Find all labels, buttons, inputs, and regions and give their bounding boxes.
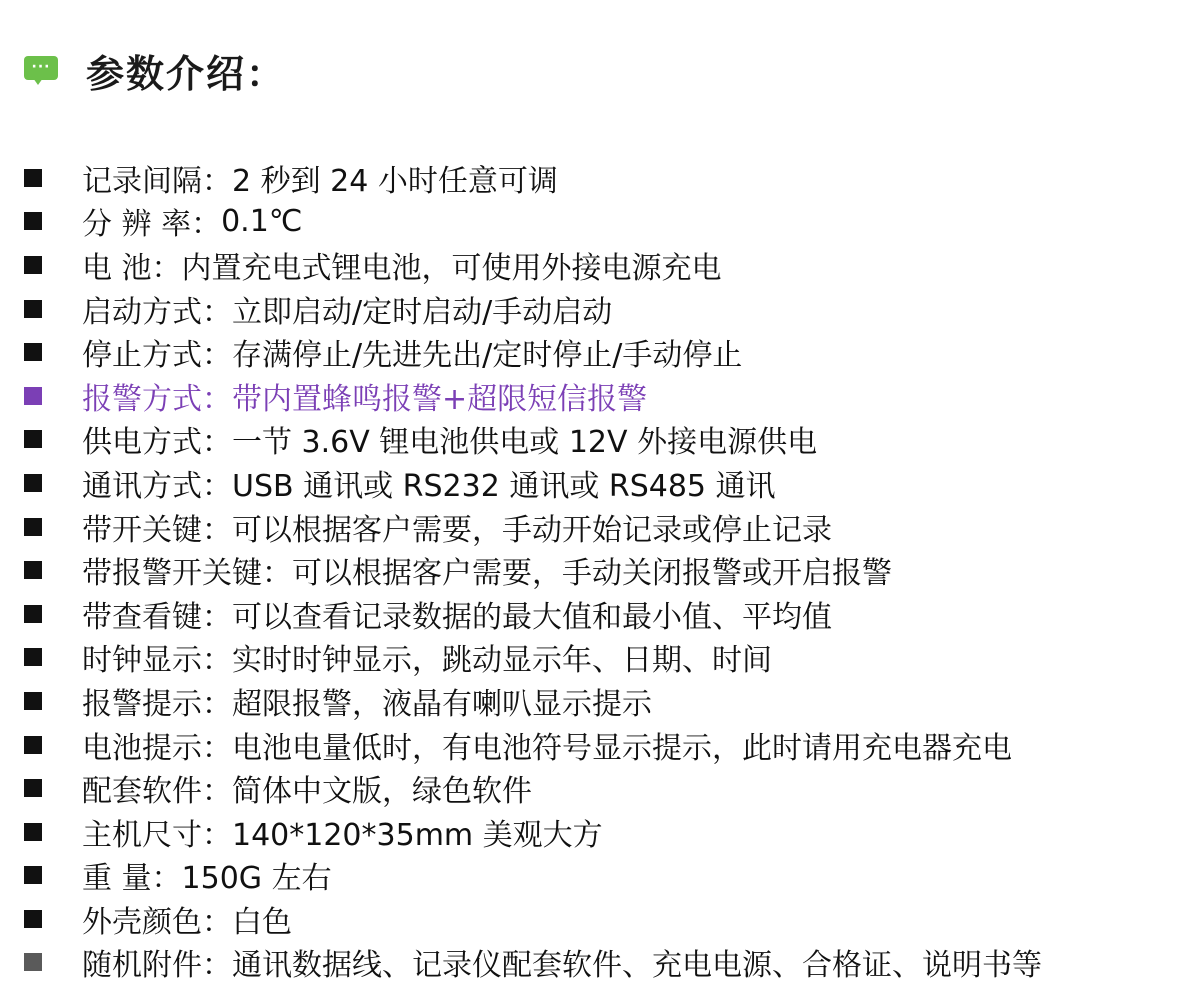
spec-label: 启动方式： <box>82 294 232 330</box>
square-bullet-icon <box>24 300 42 318</box>
spec-item-resolution <box>24 200 1042 244</box>
square-bullet-icon <box>24 779 42 797</box>
spec-item-power-supply <box>24 418 1042 462</box>
spec-value: 一节 3.6V 锂电池供电或 12V 外接电源供电 <box>232 425 818 461</box>
square-bullet-icon <box>24 648 42 666</box>
spec-label: 随机附件： <box>82 948 232 984</box>
spec-value: 带内置蜂鸣报警+超限短信报警 <box>232 381 648 417</box>
spec-item-view-key <box>24 592 1042 636</box>
spec-value: 可以根据客户需要，手动开始记录或停止记录 <box>232 512 832 548</box>
spec-item-stop-mode <box>24 330 1042 374</box>
spec-list <box>24 156 1042 984</box>
spec-value: 立即启动/定时启动/手动启动 <box>232 294 613 330</box>
spec-label: 供电方式： <box>82 425 232 461</box>
spec-value: 简体中文版，绿色软件 <box>232 774 532 810</box>
spec-item-communication <box>24 461 1042 505</box>
square-bullet-icon <box>24 823 42 841</box>
square-bullet-icon <box>24 474 42 492</box>
spec-value: 存满停止/先进先出/定时停止/手动停止 <box>232 338 743 374</box>
square-bullet-icon <box>24 866 42 884</box>
square-bullet-icon <box>24 736 42 754</box>
spec-label: 记录间隔： <box>82 163 232 199</box>
square-bullet-icon <box>24 343 42 361</box>
spec-value: 2 秒到 24 小时任意可调 <box>232 163 558 199</box>
spec-value: 可以根据客户需要，手动关闭报警或开启报警 <box>292 556 892 592</box>
spec-item-record-interval <box>24 156 1042 200</box>
spec-label: 报警方式： <box>82 381 232 417</box>
square-bullet-icon <box>24 256 42 274</box>
spec-item-shell-color <box>24 897 1042 941</box>
spec-value: 实时时钟显示，跳动显示年、日期、时间 <box>232 643 772 679</box>
page-title: 参数介绍： <box>86 51 287 96</box>
spec-item-software <box>24 766 1042 810</box>
spec-item-clock-display <box>24 636 1042 680</box>
spec-value: USB 通讯或 RS232 通讯或 RS485 通讯 <box>232 468 776 504</box>
spec-value: 超限报警，液晶有喇叭显示提示 <box>232 686 652 722</box>
square-bullet-icon <box>24 212 42 230</box>
spec-label: 停止方式： <box>82 338 232 374</box>
spec-label: 时钟显示： <box>82 643 232 679</box>
spec-label: 带开关键： <box>82 512 232 548</box>
spec-item-dimensions <box>24 810 1042 854</box>
spec-value: 150G 左右 <box>181 861 332 897</box>
square-bullet-icon <box>24 561 42 579</box>
spec-item-alarm-mode <box>24 374 1042 418</box>
spec-value: 140*120*35mm 美观大方 <box>232 817 603 853</box>
spec-item-accessories <box>24 941 1042 985</box>
spec-item-alarm-prompt <box>24 679 1042 723</box>
spec-item-battery <box>24 243 1042 287</box>
spec-label: 电池提示： <box>82 730 232 766</box>
square-bullet-icon <box>24 605 42 623</box>
square-bullet-icon <box>24 692 42 710</box>
spec-item-alarm-switch-key <box>24 548 1042 592</box>
square-bullet-icon <box>24 169 42 187</box>
spec-item-switch-key <box>24 505 1042 549</box>
spec-item-start-mode <box>24 287 1042 331</box>
spec-label: 报警提示： <box>82 686 232 722</box>
square-bullet-icon <box>24 910 42 928</box>
spec-label: 带查看键： <box>82 599 232 635</box>
spec-item-weight <box>24 854 1042 898</box>
spec-label: 电 池： <box>82 250 182 286</box>
chat-bubble-icon: ··· <box>24 56 58 84</box>
spec-value: 通讯数据线、记录仪配套软件、充电电源、合格证、说明书等 <box>232 948 1042 984</box>
square-bullet-icon <box>24 953 42 971</box>
spec-value: 0.1℃ <box>221 203 303 239</box>
spec-value: 白色 <box>232 904 292 940</box>
spec-label: 通讯方式： <box>82 468 232 504</box>
section-header <box>24 40 286 100</box>
spec-value: 内置充电式锂电池，可使用外接电源充电 <box>181 250 722 286</box>
square-bullet-icon <box>24 430 42 448</box>
spec-value: 可以查看记录数据的最大值和最小值、平均值 <box>232 599 832 635</box>
spec-label: 主机尺寸： <box>82 817 232 853</box>
spec-label: 外壳颜色： <box>82 904 232 940</box>
spec-label: 分 辨 率： <box>82 207 222 243</box>
spec-value: 电池电量低时，有电池符号显示提示，此时请用充电器充电 <box>232 730 1012 766</box>
spec-label: 带报警开关键： <box>82 556 292 592</box>
spec-item-battery-prompt <box>24 723 1042 767</box>
square-bullet-icon <box>24 518 42 536</box>
spec-label: 重 量： <box>82 861 182 897</box>
spec-label: 配套软件： <box>82 774 232 810</box>
square-bullet-icon <box>24 387 42 405</box>
